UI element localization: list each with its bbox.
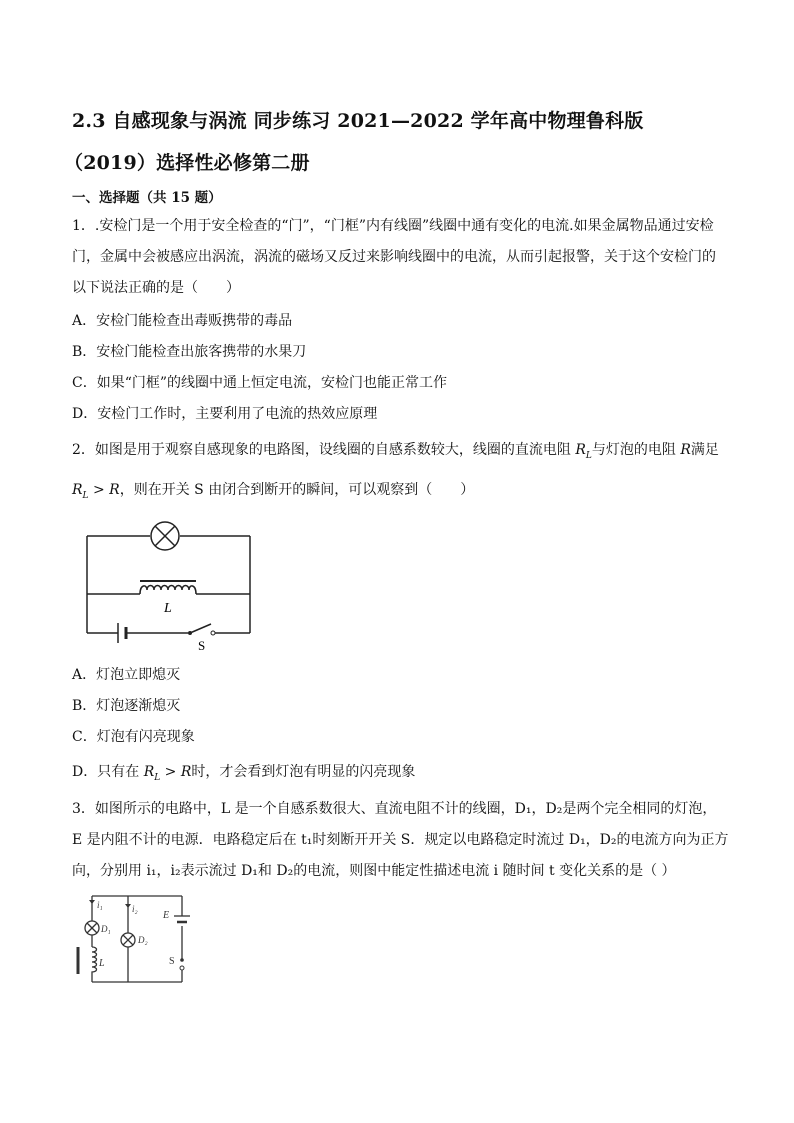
q2-option-b: B．灯泡逐渐熄灭 (72, 698, 181, 714)
q2-stem-line2 (72, 483, 474, 501)
var-R: R (109, 482, 120, 498)
lamp-d2-icon (121, 933, 135, 947)
q2-option-d (72, 765, 415, 783)
var-R: R (143, 764, 155, 780)
inductor-icon (92, 947, 97, 974)
sub-L: L (585, 450, 592, 461)
operator: > (88, 482, 110, 498)
operator: > (160, 764, 181, 780)
q2-circuit-figure (80, 518, 260, 653)
battery-icon (118, 623, 126, 643)
battery-icon (174, 916, 190, 922)
q2-text: 与灯泡的电阻 (591, 442, 681, 458)
lamp-d1-icon (85, 921, 99, 935)
arrow-down-icon (125, 904, 131, 908)
sub-L: L (82, 490, 89, 501)
q3-stem-line1: 3．如图所示的电路中，L 是一个自感系数很大、直流电阻不计的线圈，D₁，D₂是两个完全相同的灯泡， (72, 801, 717, 817)
q1-option-a: A．安检门能检查出毒贩携带的毒品 (72, 313, 293, 329)
label-i2: i₂ (132, 904, 138, 914)
var-R: R (72, 482, 83, 498)
q1-option-c: C．如果“门框”的线圈中通上恒定电流，安检门也能正常工作 (72, 375, 448, 391)
var-R: R (575, 442, 586, 458)
label-d2: D₂ (138, 935, 148, 945)
label-d1: D₁ (101, 924, 111, 934)
sub-L: L (154, 772, 161, 783)
switch-icon (180, 958, 184, 970)
page-title-line1: 2.3 自感现象与涡流 同步练习 2021—2022 学年高中物理鲁科版 (72, 110, 644, 132)
arrow-down-icon (89, 900, 95, 904)
inductor-icon (140, 586, 196, 595)
switch-icon (188, 624, 215, 635)
q3-circuit-figure (70, 890, 196, 990)
page-title-line2: （2019）选择性必修第二册 (64, 152, 310, 174)
section-heading: 一、选择题（共 15 题） (72, 190, 222, 206)
label-e: E (163, 910, 170, 921)
label-i1: i₁ (97, 900, 103, 910)
label-l: L (99, 958, 105, 969)
q2-option-d-text: 时，才会看到灯泡有明显的闪亮现象 (191, 764, 416, 780)
q2-stem-line1 (72, 443, 719, 461)
q3-stem-line2: E 是内阻不计的电源．电路稳定后在 t₁时刻断开开关 S．规定以电路稳定时流过 D₁，D₂的电流方向为正方 (72, 832, 729, 848)
q1-stem-line1: 1．.安检门是一个用于安全检查的“门”，“门框”内有线圈”线圈中通有变化的电流.如果金属物品通过安检 (72, 218, 714, 234)
q2-text: 满足 (690, 442, 719, 458)
inductor-label: L (164, 601, 172, 616)
q2-text: ，则在开关 S 由闭合到断开的瞬间，可以观察到（ ） (119, 482, 475, 498)
q1-option-d: D．安检门工作时，主要利用了电流的热效应原理 (72, 406, 378, 422)
lamp-icon (151, 522, 179, 550)
q1-stem-line3: 以下说法正确的是（ ） (72, 280, 240, 296)
q2-option-c: C．灯泡有闪亮现象 (72, 729, 195, 745)
q1-option-b: B．安检门能检查出旅客携带的水果刀 (72, 344, 307, 360)
switch-label: S (198, 638, 206, 653)
q3-stem-line3: 向，分别用 i₁，i₂表示流过 D₁和 D₂的电流，则图中能定性描述电流 i 随时间 t 变化关系的是（ ） (72, 863, 676, 879)
q2-option-a: A．灯泡立即熄灭 (72, 667, 181, 683)
label-s: S (169, 956, 175, 967)
q1-stem-line2: 门，金属中会被感应出涡流，涡流的磁场又反过来影响线圈中的电流，从而引起报警，关于这个安检门的 (72, 249, 716, 265)
var-R: R (180, 764, 192, 780)
q2-text: 2．如图是用于观察自感现象的电路图，设线圈的自感系数较大，线圈的直流电阻 (72, 442, 576, 458)
q2-option-d-text: D．只有在 (72, 764, 144, 780)
var-R: R (680, 442, 691, 458)
